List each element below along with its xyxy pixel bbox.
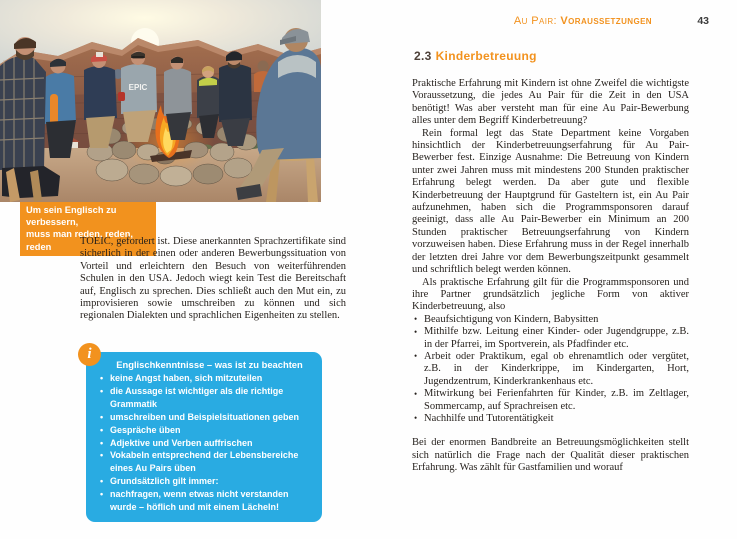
left-body-text: TOEIC, gefordert ist. Diese anerkannten Sprachzertifikate sind sicherlich in der einen oder anderen Bewerbungssituation von Vorteil und erleichtern den Besuch von weiterführenden Schulen in den USA. Jedoch wiegt kein Test die Bereitschaft auf, Englisch zu sprechen. Dies schließt auch den Mut ein, zu improvisieren sowie umschreiben zu können und sich regionalen Dialekten und sprachlichen Eigenheiten zu stellen. — [80, 236, 346, 322]
paragraph: Praktische Erfahrung mit Kindern ist ohne Zweifel die wichtigste Voraussetzung, die jedes Au Pair für die Zeit in den USA benötigt! Was aber versteht man für eine Au Pair-Bewerbung alles unter dem Begriff Kinderbetreuung? — [412, 78, 689, 127]
info-box-item: • Gespräche üben — [99, 424, 312, 437]
campfire-photo — [0, 0, 321, 202]
info-box-item: • keine Angst haben, sich mitzuteilen — [99, 372, 312, 385]
info-box-item: • Vokabeln entsprechend der Lebensbereiche eines Au Pairs üben — [99, 449, 312, 475]
info-icon: i — [78, 343, 101, 366]
page-number: 43 — [697, 15, 709, 27]
experience-item: • Beaufsichtigung von Kindern, Babysitten — [412, 314, 689, 326]
info-box-title: Englischkenntnisse – was ist zu beachten — [116, 359, 303, 370]
experience-item: • Mithilfe bzw. Leitung einer Kinder- oder Jugendgruppe, z.B. in der Pfarrei, im Sportverein, als Pfadfinder etc. — [412, 326, 689, 351]
info-box-item: • die Aussage ist wichtiger als die richtige Grammatik — [99, 385, 312, 411]
right-body-text — [412, 78, 689, 475]
info-box-item: • umschreiben und Beispielsituationen geben — [99, 411, 312, 424]
running-head — [412, 15, 652, 27]
info-box-list — [99, 372, 312, 514]
paragraph: Als praktische Erfahrung gilt für die Programmsponsoren und ihre Partner grundsätzlich jegliche Form von aktiver Kinderbetreuung, also — [412, 276, 689, 313]
info-box-item: • Adjektive und Verben auffrischen — [99, 437, 312, 450]
experience-item: • Nachhilfe und Tutorentätigkeit — [412, 413, 689, 425]
photo-caption-line2: muss man reden, reden, reden — [26, 229, 133, 252]
section-number: 2.3 — [414, 49, 432, 63]
info-box-item: • nachfragen, wenn etwas nicht verstanden wurde – höflich und mit einem Lächeln! — [99, 488, 312, 514]
svg-text:EPIC: EPIC — [128, 83, 148, 92]
info-box — [86, 352, 322, 522]
info-box-item: • Grundsätzlich gilt immer: — [99, 475, 312, 488]
section-title: Kinderbetreuung — [435, 49, 537, 63]
running-head-prefix: Au Pair: — [513, 15, 561, 27]
running-head-emphasis: Voraussetzungen — [560, 15, 652, 27]
section-heading — [414, 49, 537, 63]
experience-list — [412, 314, 689, 426]
paragraph: Rein formal legt das State Department keine Vorgaben hinsichtlich der Kinderbetreuungserfahrung für Au Pair-Bewerber fest. Einzige Ausnahme: Die Betreuung von Kindern unter zwei Jahren muss mit mindestens 200 Stunden praktischer Erfahrung belegt werden. Da aber gute und flexible Kinderbetreuung der Hauptgrund für Gasteltern ist, ein Au Pair aufzunehmen, haben sich die Programmsponsoren darauf geeinigt, dass alle Au Pair-Bewerber ein Minimum an 200 Stunden praktischer Betreuungserfahrung von Kindern vorzuweisen haben. Diese Erfahrung muss in der Regel innerhalb der letzten drei Jahre vor dem Bewerbungszeitpunkt gesammelt und schriftlich belegt werden können. — [412, 127, 689, 276]
paragraph: Bei der enormen Bandbreite an Betreuungsmöglichkeiten stellt sich natürlich die Frage nach der Qualität dieser praktischen Erfahrung. Was zählt für Gastfamilien und worauf — [412, 437, 689, 474]
experience-item: • Arbeit oder Praktikum, egal ob ehrenamtlich oder vergütet, z.B. in der Kinderkrippe, im Kindergarten, Hort, Jugendzentrum, Kinderkrankenhaus etc. — [412, 351, 689, 388]
photo-caption-line1: Um sein Englisch zu verbessern, — [26, 205, 117, 228]
experience-item: • Mitwirkung bei Ferienfahrten für Kinder, z.B. im Zeltlager, Sommercamp, auf Sprachreisen etc. — [412, 388, 689, 413]
